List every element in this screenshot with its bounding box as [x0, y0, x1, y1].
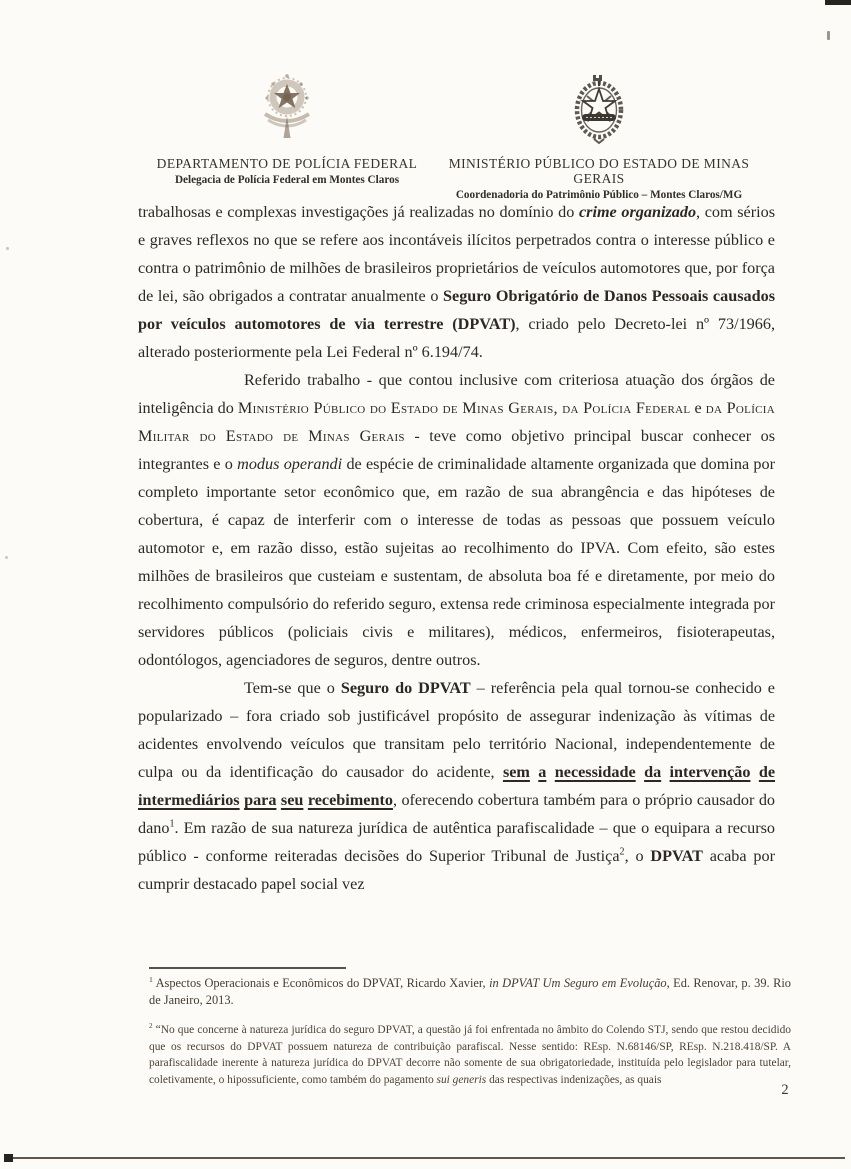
left-unit-name: Delegacia de Polícia Federal em Montes Claros — [174, 174, 400, 186]
right-org-name: MINISTÉRIO PÚBLICO DO ESTADO DE MINAS GERAIS — [448, 156, 750, 186]
page-number: 2 — [781, 1082, 789, 1098]
policia-federal-coat-of-arms-icon — [260, 72, 314, 146]
scan-artifact-right-speck — [827, 31, 830, 40]
footnotes-list — [149, 975, 791, 1088]
body-paragraph: Referido trabalho - que contou inclusive com criteriosa atuação dos órgãos de inteligência do Ministério Público do Estado de Minas Gerais, da Polícia Federal e da Polícia Militar do Estado de Minas Gerais - teve como objetivo principal buscar conhecer os integrantes e o modus operandi de espécie de criminalidade altamente organizada que domina por completo importante setor econômico que, em razão de sua abrangência e das hipóteses de cobertura, é capaz de interferir com o interesse de todas as pessoas que possuem veículo automotor e, em razão disso, estão sujeitas ao recolhimento do IPVA. Com efeito, são estes milhões de brasileiros que custeiam e sustentam, de absoluta boa fé e diretamente, por meio do recolhimento compulsório do referido seguro, extensa rede criminosa especialmente integrada por servidores públicos (policiais civis e militares), médicos, enfermeiros, fisioterapeutas, odontólogos, agenciadores de seguros, dentre outros. — [138, 371, 776, 669]
scan-artifact-bottom-edge — [7, 1157, 845, 1159]
letterhead-right — [440, 72, 758, 202]
footnote-item: $^1$ Aspectos Operacionais e Econômicos do DPVAT, Ricardo Xavier, in DPVAT Um Seguro em Evolução, Ed. Renovar, p. 39. Rio de Janeiro, 2013. — [149, 974, 791, 1007]
footnote-separator — [149, 967, 346, 969]
right-unit-name: Coordenadoria do Patrimônio Público – Montes Claros/MG — [455, 189, 743, 201]
left-org-name: DEPARTAMENTO DE POLÍCIA FEDERAL — [156, 156, 418, 171]
body-paragraph: trabalhosas e complexas investigações já realizadas no domínio do crime organizado, com sérios e graves reflexos no que se refere aos incontáveis ilícitos perpetrados contra o interesse público e contra o patrimônio de milhões de brasileiros proprietários de veículos automotores que, por força de lei, são obrigados a contratar anualmente o Seguro Obrigatório de Danos Pessoais causados por veículos automotores de via terrestre (DPVAT), criado pelo Decreto-lei nº 73/1966, alterado posteriormente pela Lei Federal nº 6.194/74. — [138, 203, 776, 361]
letterhead-left — [128, 72, 446, 187]
scan-artifact-bottom-blob — [4, 1154, 13, 1162]
scan-artifact-speck — [6, 247, 9, 250]
document-body — [138, 198, 775, 898]
scan-artifact-top-right — [825, 0, 851, 5]
body-paragraph: Tem-se que o Seguro do DPVAT – referência pela qual tornou-se conhecido e popularizado – fora criado sob justificável propósito de assegurar indenização às vítimas de acidentes envolvendo veículos que transitam pelo território Nacional, independentemente de culpa ou da identificação do causador do acidente, sem a necessidade da intervenção de intermediários para seu recebimento, oferecendo cobertura também para o próprio causador do dano$^1$. Em razão de sua natureza jurídica de autêntica parafiscalidade – que o equipara a recurso público - conforme reiteradas decisões do Superior Tribunal de Justiça$^2$, o DPVAT acaba por cumprir destacado papel social vez — [138, 679, 776, 893]
scan-artifact-speck — [5, 556, 8, 559]
footnote-item: $^2$ “No que concerne à natureza jurídica do seguro DPVAT, a questão já foi enfrentada no âmbito do Colendo STJ, sendo que restou decidido que os recursos do DPVAT possuem natureza de contribuição parafiscal. Nesse sentido: REsp. N.68146/SP, REsp. N.218.418/SP. A parafiscalidade inerente à natureza jurídica do DPVAT decorre não somente de sua obrigatoriedade, instituída pelo legislador para tutelar, coletivamente, o hipossuficiente, como também do pagamento sui generis das respectivas indenizações, as quais — [149, 1022, 791, 1086]
mpmg-coat-of-arms-icon — [570, 72, 628, 146]
